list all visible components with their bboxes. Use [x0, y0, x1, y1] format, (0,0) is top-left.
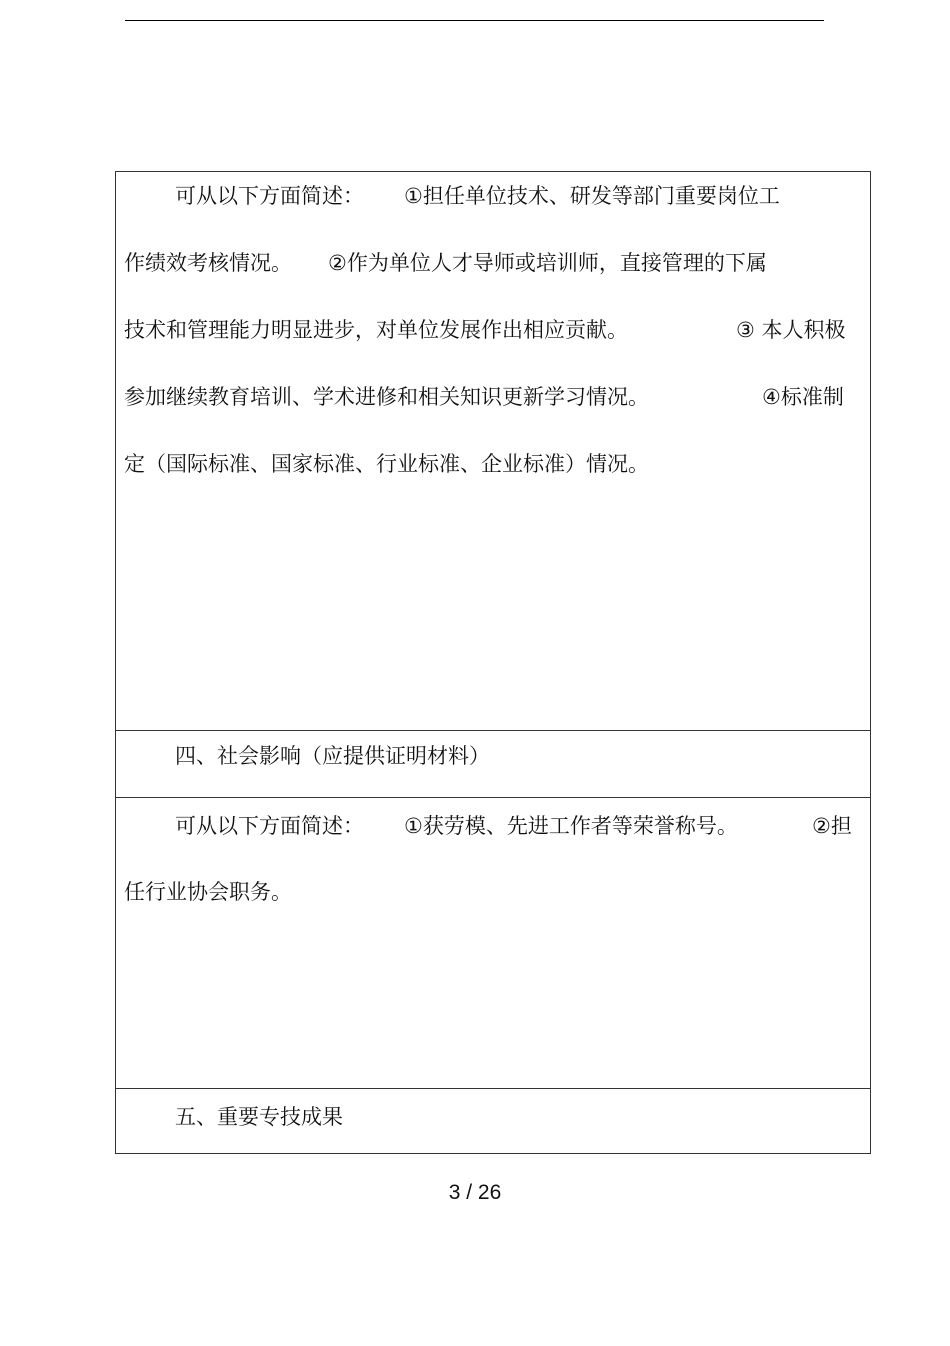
section3-item-3-cont: 参加继续教育培训、学术进修和相关知识更新学习情况。 [124, 385, 649, 409]
section3-item-2: ②作为单位人才导师或培训师，直接管理的下属 [328, 251, 767, 275]
page-number: 3 / 26 [448, 1181, 502, 1204]
section3-item-1-cont: 作绩效考核情况。 [124, 251, 292, 275]
section4-item-2-cont: 任行业协会职务。 [124, 880, 292, 904]
section3-item-4: ④标准制 [762, 385, 844, 409]
section3-item-2-cont: 技术和管理能力明显进步，对单位发展作出相应贡献。 [124, 318, 628, 342]
form-table [115, 171, 871, 1154]
header-rule [125, 20, 824, 21]
section4-intro: 可从以下方面简述： [175, 814, 364, 838]
section4-item-2: ②担 [812, 814, 852, 838]
section3-item-3: ③ 本人积极 [736, 318, 846, 342]
section3-item-1: ①担任单位技术、研发等部门重要岗位工 [404, 184, 780, 208]
section3-intro: 可从以下方面简述： [175, 184, 364, 208]
row-divider [116, 1088, 870, 1089]
section5-heading: 五、重要专技成果 [175, 1105, 343, 1129]
row-divider [116, 730, 870, 731]
section4-heading: 四、社会影响（应提供证明材料） [175, 744, 490, 768]
section4-item-1: ①获劳模、先进工作者等荣誉称号。 [404, 814, 738, 838]
row-divider [116, 797, 870, 798]
section3-item-4-cont: 定（国际标准、国家标准、行业标准、企业标准）情况。 [124, 452, 649, 476]
